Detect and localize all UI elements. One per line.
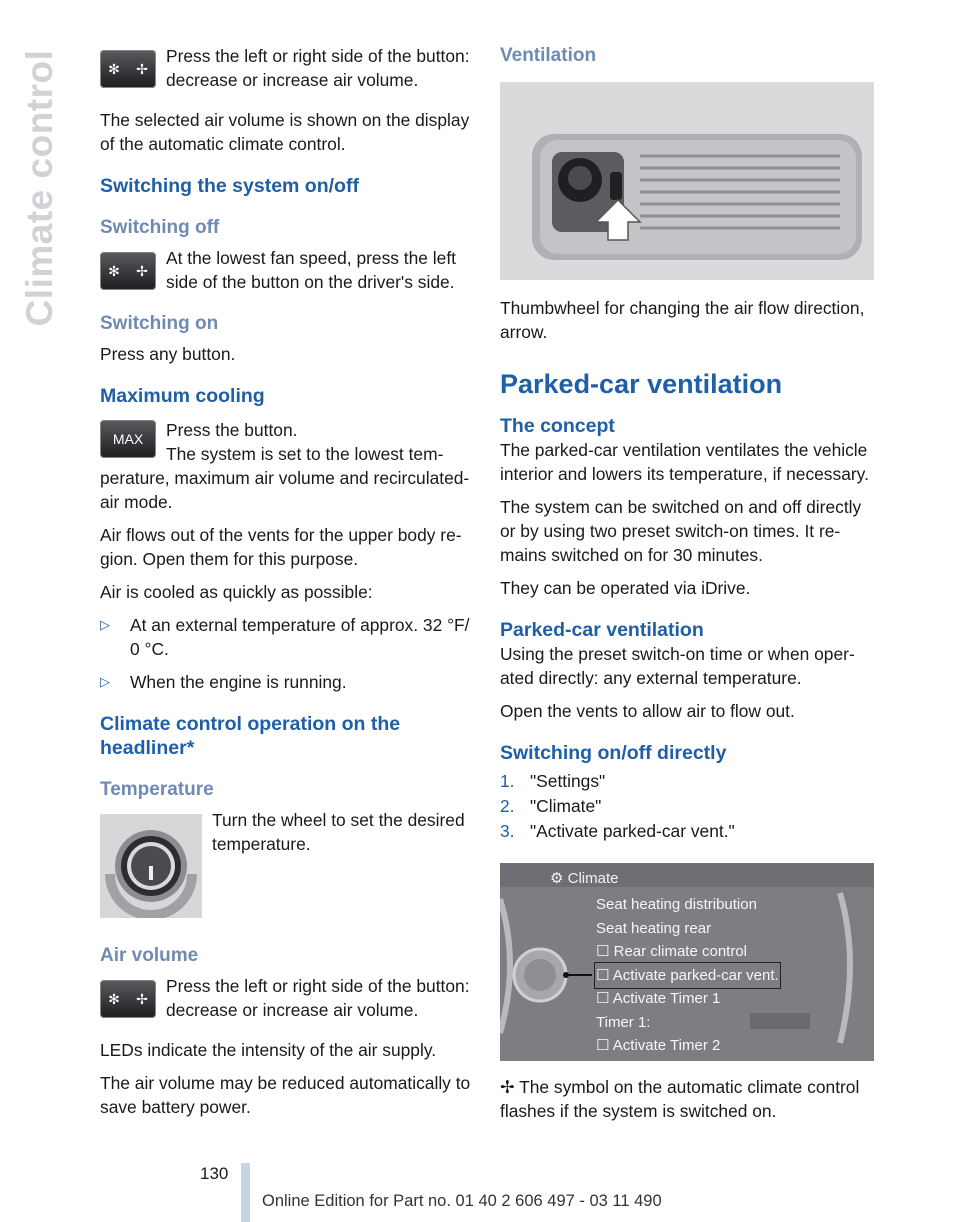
list-item bbox=[500, 794, 874, 818]
step-number: 1. bbox=[500, 771, 515, 791]
vent-thumbwheel-figure bbox=[500, 82, 874, 280]
triangle-bullet-icon: ▷ bbox=[100, 617, 110, 632]
vent-caption: Thumbwheel for changing the air flow direction, arrow. bbox=[500, 298, 865, 342]
max-cooling-row bbox=[100, 418, 474, 466]
checkbox-icon: ☐ bbox=[596, 990, 613, 1007]
symbol-note bbox=[500, 1075, 874, 1123]
headliner-heading: Climate control operation on the headliner* bbox=[100, 713, 401, 759]
preset-text: Using the preset switch-on time or when oper-ated directly: any external temperature. bbox=[500, 644, 855, 688]
symbol-note-text: The symbol on the automatic climate control flashes if the system is switched on. bbox=[500, 1077, 860, 1121]
fan-button-image bbox=[100, 50, 156, 88]
checkbox-icon: ☐ bbox=[596, 966, 613, 984]
bullet-item bbox=[100, 613, 474, 661]
menu-item-selected bbox=[596, 964, 779, 988]
switching-heading: Switching the system on/off bbox=[100, 175, 359, 197]
ventilation-heading: Ventilation bbox=[500, 45, 597, 66]
switching-on-heading: Switching on bbox=[100, 313, 219, 334]
air-volume-row bbox=[100, 974, 474, 1030]
menu-item: Seat heating distribution bbox=[596, 896, 757, 913]
switching-off-heading: Switching off bbox=[100, 217, 220, 238]
step-label: "Activate parked-car vent." bbox=[530, 821, 735, 841]
parked-heading: Parked-car ventilation bbox=[500, 369, 783, 399]
max-press-text: Press the button. bbox=[166, 420, 298, 440]
idrive-text: They can be operated via iDrive. bbox=[500, 578, 751, 598]
fan-small-icon: ✻ bbox=[108, 61, 120, 77]
max-effect-text: The system is set to the lowest tem-perature, maximum air volume and recirculated-air mode. bbox=[100, 444, 470, 512]
max-button-label: MAX bbox=[112, 431, 144, 447]
step-label: "Settings" bbox=[530, 771, 606, 791]
list-item bbox=[500, 819, 874, 843]
fan-small-icon: ✻ bbox=[108, 263, 120, 279]
menu-item-label: Activate parked-car vent. bbox=[612, 966, 779, 984]
section-sidebar bbox=[0, 0, 80, 340]
fan-large-icon: ✢ bbox=[136, 991, 148, 1007]
page-number: 130 bbox=[200, 1164, 229, 1183]
air-volume-intro bbox=[100, 44, 474, 100]
screen-title-text: Climate bbox=[567, 870, 619, 887]
switch-text: The system can be switched on and off directly or by using two preset switch-on times. It re-mains switched on for 30 minutes. bbox=[500, 497, 862, 565]
air-volume-display-text: The selected air volume is shown on the display of the automatic climate control. bbox=[100, 110, 470, 154]
max-cooled-text: Air is cooled as quickly as possible: bbox=[100, 582, 373, 602]
bullet-text: When the engine is running. bbox=[130, 672, 347, 692]
step-label: "Climate" bbox=[530, 796, 602, 816]
left-column bbox=[100, 44, 474, 1128]
idrive-screen-image bbox=[500, 863, 874, 1061]
checkbox-icon: ☐ bbox=[596, 1037, 613, 1054]
leds-text: LEDs indicate the intensity of the air supply. bbox=[100, 1040, 437, 1060]
bullet-item bbox=[100, 670, 474, 694]
max-flow-text: Air flows out of the vents for the upper body re-gion. Open them for this purpose. bbox=[100, 525, 462, 569]
menu-item-label: Activate Timer 2 bbox=[612, 1037, 721, 1054]
max-button-image bbox=[100, 420, 156, 458]
footer-bar bbox=[241, 1163, 250, 1222]
screen-menu bbox=[596, 893, 779, 1058]
steps-list bbox=[500, 769, 874, 843]
max-cooling-heading: Maximum cooling bbox=[100, 385, 265, 407]
air-volume-text: Press the left or right side of the button: decrease or increase air volume. bbox=[166, 976, 470, 1020]
concept-heading: The concept bbox=[500, 415, 615, 437]
fan-icon: ✢ bbox=[500, 1077, 515, 1097]
menu-item-label: Rear climate control bbox=[613, 943, 748, 960]
fan-large-icon: ✢ bbox=[136, 263, 148, 279]
temperature-wheel-image bbox=[100, 814, 202, 918]
gear-icon: ⚙ bbox=[550, 870, 564, 887]
menu-item bbox=[596, 987, 779, 1011]
checkbox-icon: ☐ bbox=[596, 943, 614, 960]
menu-item bbox=[596, 1034, 779, 1058]
ventilation-image bbox=[500, 82, 874, 280]
menu-item bbox=[596, 940, 779, 964]
right-column bbox=[500, 44, 874, 1132]
menu-item: Timer 1: bbox=[596, 1013, 651, 1031]
triangle-bullet-icon: ▷ bbox=[100, 674, 110, 689]
switching-off-row bbox=[100, 246, 474, 302]
step-number: 3. bbox=[500, 821, 515, 841]
menu-item-label: Activate Timer 1 bbox=[612, 990, 721, 1007]
parked-sub-heading: Parked-car ventilation bbox=[500, 619, 704, 641]
air-volume-intro-text: Press the left or right side of the button: decrease or increase air volume. bbox=[166, 46, 470, 90]
temperature-heading: Temperature bbox=[100, 779, 214, 800]
concept-text: The parked-car ventilation ventilates the vehicle interior and lowers its temperature, if necessary. bbox=[500, 440, 869, 484]
step-number: 2. bbox=[500, 796, 515, 816]
fan-large-icon: ✢ bbox=[136, 61, 148, 77]
direct-heading: Switching on/off directly bbox=[500, 742, 727, 764]
air-volume-heading: Air volume bbox=[100, 945, 199, 966]
list-item bbox=[500, 769, 874, 793]
screen-title bbox=[550, 867, 618, 891]
temperature-row bbox=[100, 808, 474, 926]
bullet-text: At an external temperature of approx. 32 °F/ 0 °C. bbox=[130, 615, 470, 659]
temperature-text: Turn the wheel to set the desired temperature. bbox=[212, 810, 465, 854]
switching-on-text: Press any button. bbox=[100, 344, 236, 364]
menu-item: Seat heating rear bbox=[596, 919, 712, 937]
fan-button-image bbox=[100, 252, 156, 290]
fan-small-icon: ✻ bbox=[108, 991, 120, 1007]
vents-text: Open the vents to allow air to flow out. bbox=[500, 701, 795, 721]
temperature-wheel-icon bbox=[100, 814, 202, 918]
section-title: Climate control bbox=[19, 49, 60, 327]
battery-text: The air volume may be reduced automatically to save battery power. bbox=[100, 1073, 471, 1117]
footer-edition-text: Online Edition for Part no. 01 40 2 606 497 - 03 11 490 bbox=[262, 1192, 662, 1210]
fan-button-image bbox=[100, 980, 156, 1018]
switching-off-text: At the lowest fan speed, press the left side of the button on the driver's side. bbox=[166, 248, 457, 292]
